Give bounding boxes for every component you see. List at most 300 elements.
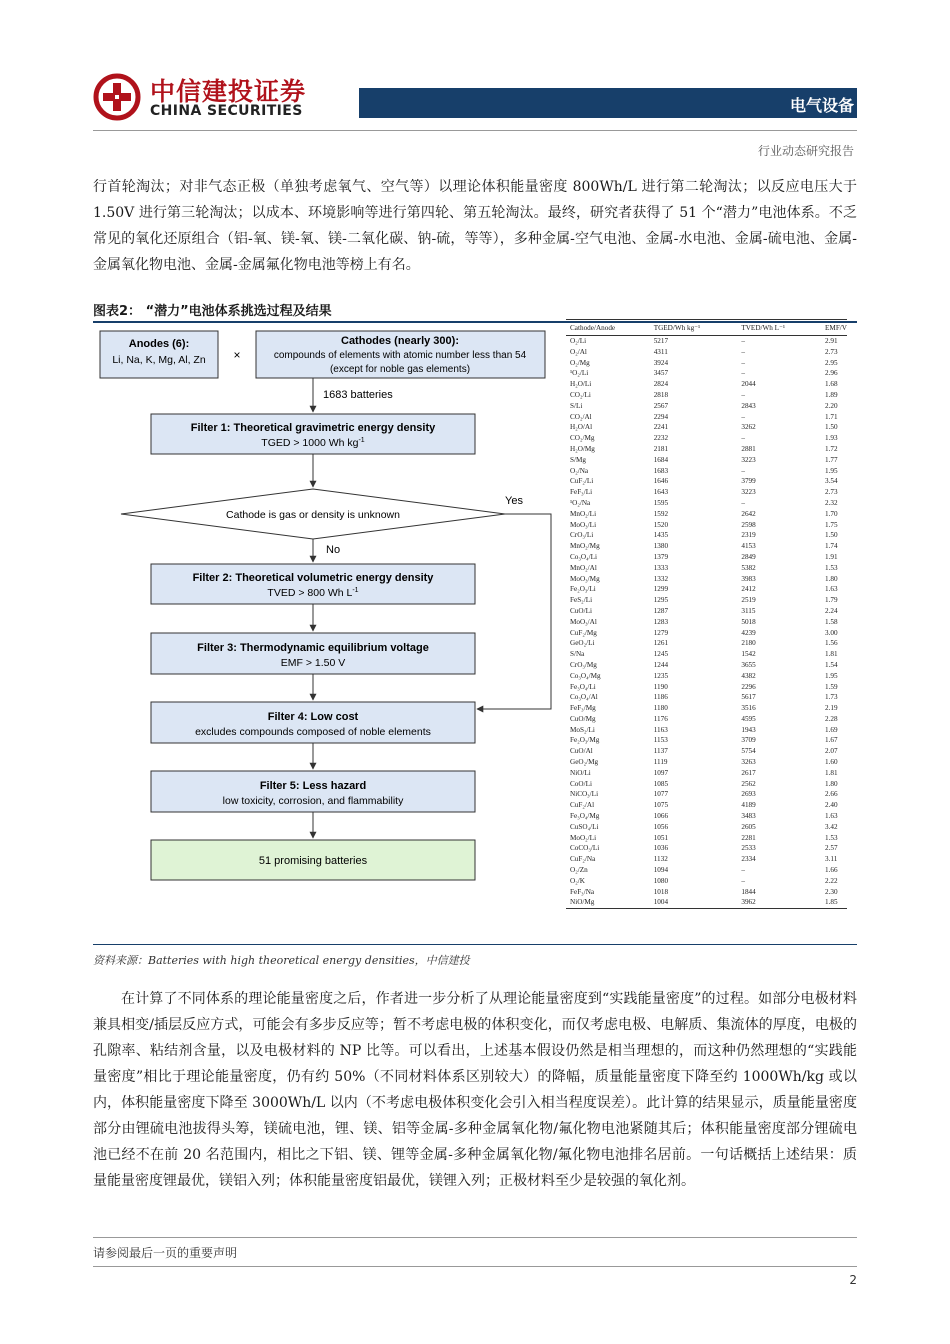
table-cell: 3924: [653, 358, 669, 367]
table-cell: 2.24: [825, 606, 838, 615]
table-row: [566, 563, 847, 574]
anodes-list: Li, Na, K, Mg, Al, Zn: [112, 354, 206, 366]
filter-4-title: Filter 4: Low cost: [267, 711, 359, 723]
cathodes-line-1: compounds of elements with atomic number less than 54: [273, 350, 527, 361]
table-cell: 1.59: [825, 682, 838, 691]
table-cell: O₂/Li: [570, 337, 587, 345]
table-cell: 1.63: [825, 585, 838, 594]
table-cell: 2605: [741, 822, 756, 831]
table-cell: 1245: [653, 650, 669, 659]
table-cell: 1684: [653, 455, 669, 464]
anodes-box: [100, 331, 218, 378]
filter-5-title: Filter 5: Less hazard: [259, 780, 367, 792]
table-cell: 1844: [741, 887, 756, 896]
table-cell: 1137: [653, 747, 668, 756]
logo-chinese-name: 中信建投证券: [150, 77, 307, 106]
filter-2-title: Filter 2: Theoretical volumetric energy density: [192, 572, 434, 584]
table-row: [566, 595, 847, 606]
table-cell: 2693: [741, 790, 756, 799]
table-cell: 2.73: [825, 488, 838, 497]
china-securities-logo-icon: [93, 73, 141, 121]
table-cell: H₂O/Mg: [570, 444, 595, 453]
table-cell: 1085: [653, 779, 669, 788]
table-cell: 1.50: [825, 531, 838, 540]
table-cell: CuSO₄/Li: [570, 822, 599, 831]
table-row: [566, 865, 847, 876]
table-cell: –: [741, 498, 745, 507]
table-cell: 1176: [653, 714, 668, 723]
table-cell: 2412: [741, 585, 756, 594]
table-cell: 4153: [741, 542, 756, 551]
table-cell: 1.53: [825, 833, 838, 842]
table-row: [566, 854, 847, 865]
footer-divider-top: [93, 1237, 857, 1238]
table-row: [566, 876, 847, 887]
table-cell: 3709: [741, 736, 756, 745]
table-row: [566, 487, 847, 498]
table-row: [566, 682, 847, 693]
table-cell: 1.72: [825, 444, 838, 453]
table-cell: 3983: [741, 574, 756, 583]
table-cell: 3.54: [825, 477, 838, 486]
table-cell: 2533: [741, 844, 756, 853]
page-number: 2: [849, 1273, 857, 1287]
table-row: [566, 336, 847, 347]
filter-5-box: [151, 771, 475, 812]
paragraph-text: 行首轮淘汰；对非气态正极（单独考虑氧气、空气等）以理论体积能量密度 800Wh/L 进行第二轮淘汰；以反应电压大于 1.50V 进行第三轮淘汰；以成本、环境影响等进行第四轮、第五轮淘汰。最终，研究者获得了 51 个“潜力”电池体系。不乏常见的氧化还原组合（铝-氧、镁-氧、镁-二氧化碳、钠-硫，等等），多种金属-空气电池、金属-水电池、金属-硫电池、金属-金属氧化物电池、金属-金属氟化物电池等榜上有名。: [93, 179, 857, 273]
filter-2-criterion: TVED > 800 Wh $L^{-1}$: [267, 587, 359, 599]
table-cell: 3655: [741, 660, 756, 669]
table-cell: 5382: [741, 563, 756, 572]
table-cell: CoO/Li: [570, 779, 592, 788]
table-cell: 1.85: [821, 897, 847, 908]
table-row: [566, 789, 847, 800]
table-cell: 3799: [741, 477, 756, 486]
table-row: [566, 466, 847, 477]
filter-3-box: [151, 633, 475, 674]
table-cell: FeS₂/Li: [570, 596, 593, 605]
table-cell: 5754: [741, 747, 756, 756]
table-cell: FeF₃/Li: [570, 488, 593, 497]
table-cell: ¹O₂/Na: [570, 498, 591, 507]
table-cell: 1.70: [825, 509, 838, 518]
table-cell: 2598: [741, 520, 756, 529]
result-box: [151, 840, 475, 880]
table-cell: 5018: [741, 617, 756, 626]
table-cell: 2319: [741, 531, 756, 540]
table-row: [566, 703, 847, 714]
table-cell: GeO₂/Li: [570, 639, 595, 648]
table-row: [566, 833, 847, 844]
table-cell: 1066: [653, 812, 669, 821]
table-cell: CO₂/Li: [570, 390, 591, 399]
table-cell: MoO₂/Li: [570, 833, 597, 842]
figure-title: 图表2： “潜力”电池体系挑选过程及结果: [93, 304, 332, 319]
table-cell: 1646: [653, 477, 669, 486]
table-body: [566, 336, 847, 909]
table-row: [566, 714, 847, 725]
table-row: [566, 887, 847, 898]
times-symbol: ×: [233, 348, 241, 362]
table-cell: Co₃O₄/Mg: [570, 671, 601, 680]
table-cell: Co₃O₄/Li: [570, 552, 597, 561]
table-cell: –: [741, 866, 745, 875]
table-cell: 2296: [741, 682, 756, 691]
table-cell: 1.71: [825, 412, 838, 421]
table-cell: –: [741, 369, 745, 378]
table-cell: MoO₃/Mg: [570, 574, 600, 583]
table-row: [566, 552, 847, 563]
table-cell: 3962: [737, 897, 821, 908]
table-cell: 1097: [653, 768, 669, 777]
table-cell: 1.75: [825, 520, 838, 529]
table-cell: 2642: [741, 509, 756, 518]
table-cell: 1379: [653, 552, 669, 561]
cathodes-title: Cathodes (nearly 300):: [341, 335, 459, 347]
table-row: [566, 822, 847, 833]
table-cell: 3516: [741, 704, 756, 713]
table-cell: 1094: [653, 866, 669, 875]
table-row: [566, 725, 847, 736]
table-cell: 2.91: [825, 337, 838, 345]
table-cell: 1.79: [825, 596, 838, 605]
table-cell: S/Li: [570, 401, 583, 410]
battery-table: [566, 319, 847, 909]
table-cell: 1186: [653, 693, 668, 702]
table-header-cell: TGED/Wh kg⁻¹: [650, 320, 738, 336]
table-cell: 1520: [653, 520, 669, 529]
table-cell: O₂/Al: [570, 347, 587, 356]
table-cell: 1.67: [825, 736, 838, 745]
table-cell: 1180: [653, 704, 668, 713]
table-cell: 4595: [741, 714, 756, 723]
cathodes-box: [256, 331, 545, 378]
table-row: [566, 779, 847, 790]
table-row: [566, 800, 847, 811]
table-cell: Fe₃O₄/Li: [570, 682, 596, 691]
table-cell: 1075: [653, 801, 669, 810]
table-row: [566, 379, 847, 390]
table-row: [566, 746, 847, 757]
table-cell: 3483: [741, 812, 756, 821]
table-row: [566, 843, 847, 854]
table-cell: CoCO₃/Li: [570, 844, 600, 853]
table-cell: 1004: [650, 897, 738, 908]
table-cell: 2881: [741, 444, 756, 453]
table-cell: S/Mg: [570, 455, 586, 464]
filter-3-criterion: EMF > 1.50 V: [280, 657, 346, 669]
table-header-row: [566, 320, 847, 336]
table-cell: CO₂/Al: [570, 412, 592, 421]
table-cell: 1190: [653, 682, 668, 691]
table-cell: MoS₂/Li: [570, 725, 595, 734]
table-cell: Fe₃O₄/Mg: [570, 812, 600, 821]
table-cell: 1.56: [825, 639, 838, 648]
table-cell: 2.32: [825, 498, 838, 507]
table-row: [566, 617, 847, 628]
header-bar: [359, 88, 857, 118]
table-cell: 1295: [653, 596, 669, 605]
table-cell: 1.63: [825, 812, 838, 821]
table-row: [566, 509, 847, 520]
table-row: [566, 660, 847, 671]
table-cell: 1943: [741, 725, 756, 734]
table-cell: 3115: [741, 606, 756, 615]
table-header-cell: Cathode/Anode: [566, 320, 650, 336]
table-cell: Fe₂O₃/Mg: [570, 736, 600, 745]
table-cell: CuO/Mg: [570, 714, 596, 723]
table-cell: 2281: [741, 833, 756, 842]
table-cell: CuF₂/Mg: [570, 628, 597, 637]
table-cell: 2232: [653, 434, 669, 443]
table-cell: 2.07: [825, 747, 838, 756]
result-text: 51 promising batteries: [258, 855, 368, 867]
table-cell: MnO₂/Al: [570, 563, 597, 572]
table-cell: 3.11: [825, 855, 838, 864]
table-row: [566, 433, 847, 444]
table-cell: 4239: [741, 628, 756, 637]
table-cell: 3262: [741, 423, 756, 432]
table-cell: 1.77: [825, 455, 838, 464]
table-cell: CuF₂/Na: [570, 855, 596, 864]
table-cell: 2334: [741, 855, 756, 864]
table-row: [566, 401, 847, 412]
table-cell: –: [741, 466, 745, 475]
table-cell: 1077: [653, 790, 669, 799]
table-cell: 3.00: [825, 628, 838, 637]
table-cell: 1643: [653, 488, 669, 497]
table-cell: 1163: [653, 725, 668, 734]
table-cell: CuO/Al: [570, 747, 593, 756]
table-cell: 1279: [653, 628, 669, 637]
table-cell: H₂O/Li: [570, 380, 592, 389]
table-cell: 2824: [653, 380, 669, 389]
table-cell: 2181: [653, 444, 669, 453]
table-row: [566, 628, 847, 639]
table-cell: NiCO₃/Li: [570, 790, 599, 799]
filter-1-title: Filter 1: Theoretical gravimetric energy density: [190, 422, 436, 434]
table-cell: O₂/Zn: [570, 866, 588, 875]
table-cell: 2.66: [825, 790, 838, 799]
table-cell: CuF₂/Li: [570, 477, 594, 486]
table-cell: 1542: [741, 650, 756, 659]
table-cell: 1.69: [825, 725, 838, 734]
table-row: [566, 498, 847, 509]
table-cell: 1036: [653, 844, 669, 853]
table-row: [566, 412, 847, 423]
table-cell: 1592: [653, 509, 669, 518]
figure-source: 资料来源：Batteries with high theoretical energy densities，中信建投: [93, 954, 470, 967]
filter-flowchart: [93, 324, 563, 884]
table-cell: 1244: [653, 660, 669, 669]
table-row: [566, 606, 847, 617]
section-title: 电气设备: [789, 96, 854, 115]
table-cell: 2.95: [825, 358, 838, 367]
table-cell: 1.91: [825, 552, 838, 561]
table-cell: 3223: [741, 488, 756, 497]
table-row: [566, 768, 847, 779]
table-row: [566, 444, 847, 455]
table-cell: CuO/Li: [570, 606, 592, 615]
table-cell: MoO₃/Li: [570, 520, 597, 529]
table-cell: S/Na: [570, 650, 585, 659]
table-row: [566, 735, 847, 746]
table-cell: –: [741, 412, 745, 421]
no-label: No: [326, 544, 341, 556]
filter-4-criterion: excludes compounds composed of noble elements: [195, 726, 431, 738]
table-cell: 2180: [741, 639, 756, 648]
table-row: [566, 541, 847, 552]
table-cell: –: [741, 390, 745, 399]
table-cell: NiO/Mg: [566, 897, 650, 908]
filter-1-box: [151, 414, 475, 454]
table-cell: Co₃O₄/Al: [570, 693, 598, 702]
table-cell: 2294: [653, 412, 669, 421]
table-cell: 2562: [741, 779, 756, 788]
table-cell: 1380: [653, 542, 669, 551]
table-cell: 2.57: [825, 844, 838, 853]
table-cell: 1283: [653, 617, 669, 626]
filter-2-box: [151, 564, 475, 604]
table-cell: MoO₃/Al: [570, 617, 597, 626]
table-cell: 2.19: [825, 704, 838, 713]
table-cell: 1.54: [825, 660, 838, 669]
table-row: [566, 476, 847, 487]
table-cell: 3263: [741, 758, 756, 767]
table-cell: 2.96: [825, 369, 838, 378]
table-cell: 1.95: [825, 466, 838, 475]
table-cell: 1080: [653, 876, 669, 885]
table-row: [566, 638, 847, 649]
table-cell: 1.93: [825, 434, 838, 443]
table-cell: MnO₂/Mg: [570, 542, 600, 551]
table-cell: 1.53: [825, 563, 838, 572]
table-cell: NiO/Li: [570, 768, 591, 777]
table-cell: 1153: [653, 736, 668, 745]
table-row: [566, 530, 847, 541]
table-cell: 1056: [653, 822, 669, 831]
table-cell: 1119: [653, 758, 668, 767]
table-cell: 1332: [653, 574, 669, 583]
table-cell: 1435: [653, 531, 669, 540]
table-cell: 3.42: [825, 822, 838, 831]
table-cell: O₂/Na: [570, 466, 589, 475]
filter-5-criterion: low toxicity, corrosion, and flammability: [222, 795, 404, 807]
table-cell: CrO₃/Li: [570, 531, 594, 540]
table-cell: 1333: [653, 563, 669, 572]
filter-4-box: [151, 702, 475, 743]
table-cell: 1.50: [825, 423, 838, 432]
body-paragraph-2: [93, 986, 857, 1194]
table-row: [566, 574, 847, 585]
table-cell: 1.80: [825, 779, 838, 788]
table-row: [566, 347, 847, 358]
table-cell: 1235: [653, 671, 669, 680]
decision-text: Cathode is gas or density is unknown: [226, 509, 400, 521]
table-cell: 1.74: [825, 542, 838, 551]
filter-1-criterion: TGED > 1000 Wh $kg^{-1}$: [261, 437, 365, 449]
table-row: [566, 455, 847, 466]
table-cell: ¹O₂/Li: [570, 369, 589, 378]
table-cell: 2843: [741, 401, 756, 410]
table-cell: 2567: [653, 401, 669, 410]
table-cell: GeO₂/Mg: [570, 758, 599, 767]
table-row: [566, 692, 847, 703]
table-cell: MnO₂/Li: [570, 509, 597, 518]
table-cell: 2.30: [825, 887, 838, 896]
yes-label: Yes: [505, 495, 523, 507]
table-row: [566, 649, 847, 660]
table-cell: 1.58: [825, 617, 838, 626]
table-cell: 1.80: [825, 574, 838, 583]
table-cell: CO₂/Mg: [570, 434, 595, 443]
battery-count: 1683 batteries: [323, 389, 393, 401]
logo-english-name: CHINA SECURITIES: [150, 103, 303, 119]
table-cell: 1.66: [825, 866, 838, 875]
table-header-cell: EMF/V: [821, 320, 847, 336]
table-cell: 1018: [653, 887, 669, 896]
table-cell: 1.95: [825, 671, 838, 680]
table-cell: 3457: [653, 369, 669, 378]
table-row: [566, 368, 847, 379]
table-cell: 2.20: [825, 401, 838, 410]
table-cell: 2849: [741, 552, 756, 561]
header-divider: [93, 130, 857, 131]
table-cell: 1.81: [825, 650, 838, 659]
table-cell: 2.22: [825, 876, 838, 885]
table-cell: 1.73: [825, 693, 838, 702]
table-row: [566, 757, 847, 768]
table-cell: 2617: [741, 768, 756, 777]
decision-diamond: [121, 489, 505, 539]
table-cell: CuF₂/Al: [570, 801, 595, 810]
table-cell: 4382: [741, 671, 756, 680]
table-cell: –: [741, 434, 745, 443]
table-cell: 1.60: [825, 758, 838, 767]
table-row: [566, 897, 847, 908]
table-row: [566, 422, 847, 433]
anodes-title: Anodes (6):: [128, 338, 190, 350]
table-cell: –: [741, 358, 745, 367]
table-cell: O₂/Mg: [570, 358, 590, 367]
table-cell: –: [741, 337, 745, 345]
footer-divider-bottom: [93, 1266, 857, 1267]
disclaimer-text: 请参阅最后一页的重要声明: [93, 1246, 238, 1260]
table-cell: 2.28: [825, 714, 838, 723]
cathodes-line-2: (except for noble gas elements): [329, 364, 471, 375]
table-cell: –: [741, 876, 745, 885]
table-cell: 1132: [653, 855, 668, 864]
table-cell: 1.68: [825, 380, 838, 389]
table-cell: 2.40: [825, 801, 838, 810]
table-cell: 2241: [653, 423, 669, 432]
table-cell: 1287: [653, 606, 669, 615]
table-row: [566, 584, 847, 595]
table-cell: H₂O/Al: [570, 423, 593, 432]
report-type: 行业动态研究报告: [757, 144, 854, 158]
table-header-cell: TVED/Wh L⁻¹: [737, 320, 821, 336]
table-cell: –: [741, 347, 745, 356]
table-cell: 1261: [653, 639, 669, 648]
table-cell: 1.81: [825, 768, 838, 777]
table-cell: FeF₃/Na: [570, 887, 595, 896]
paragraph-text: 在计算了不同体系的理论能量密度之后，作者进一步分析了从理论能量密度到“实践能量密度”的过程。如部分电极材料兼具相变/插层反应方式，可能会有多步反应等；暂不考虑电极的体积变化，而仅考虑电极、电解质、集流体的厚度，电极的孔隙率、粘结剂含量，以及电极材料的 NP 比等。可以看出，上述基本假设仍然是相当理想的，而这种仍然理想的“实践能量密度”相比于理论能量密度，仍有约 50%（不同材料体系区别较大）的降幅，质量能量密度下降至约 1000Wh/kg 或以内，体积能量密度下降至 3000Wh/L 以内（不考虑电极体积变化会引入相当程度误差）。此计算的结果显示，质量能量密度部分由锂硫电池拔得头筹，镁硫电池，锂、镁、铝等金属-多种金属氧化物/氟化物电池紧随其后；体积能量密度部分锂硫电池已经不在前 20 名范围内，相比之下铝、镁、锂等金属-多种金属氧化物/氟化物电池排名居前。一句话概括上述结果：质量能量密度锂最优，镁铝入列；体积能量密度铝最优，镁锂入列；正极材料至少是较强的氧化剂。: [93, 991, 857, 1189]
table-row: [566, 811, 847, 822]
table-cell: 4311: [653, 347, 668, 356]
table-cell: 1299: [653, 585, 669, 594]
table-cell: FeF₃/Mg: [570, 704, 596, 713]
table-row: [566, 520, 847, 531]
